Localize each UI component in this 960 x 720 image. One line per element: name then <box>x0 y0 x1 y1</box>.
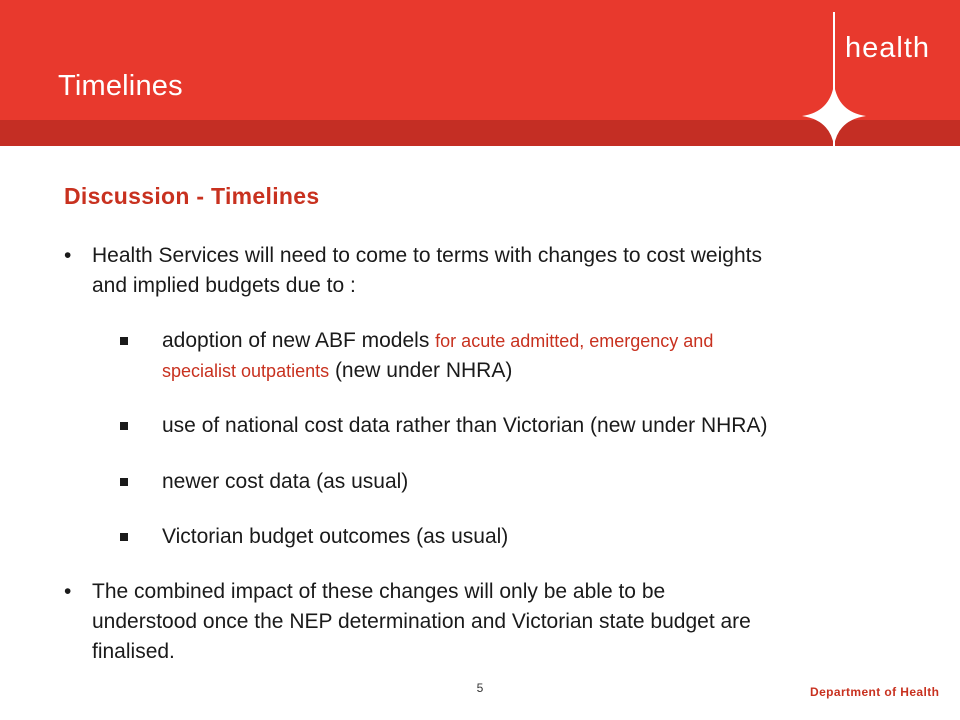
square-bullet-icon <box>120 422 128 430</box>
footer-brand: Department of Health <box>810 685 940 699</box>
sub-bullet-text: (new under NHRA) <box>329 359 513 382</box>
square-bullet-icon <box>120 478 128 486</box>
bullet-line: finalised. <box>92 640 175 663</box>
bullet-line: The combined impact of these changes will only be able to be <box>92 580 666 603</box>
sub-bullet-item <box>162 411 942 441</box>
bullet-item <box>64 577 952 667</box>
sub-bullet-line <box>162 326 942 356</box>
square-bullet-icon <box>120 337 128 345</box>
sub-bullet-line <box>162 356 942 386</box>
sub-bullet-text: adoption of new ABF models <box>162 329 436 352</box>
bullet-dot-icon: • <box>64 580 72 603</box>
bullet-line: Health Services will need to come to terms with changes to cost weights <box>92 244 762 267</box>
sub-bullet-item <box>162 326 942 386</box>
section-title: Discussion - Timelines <box>64 183 320 209</box>
bullet-line: understood once the NEP determination and Victorian state budget are <box>92 610 751 633</box>
brand-wordmark: health <box>845 32 931 64</box>
square-bullet-icon <box>120 533 128 541</box>
page-number: 5 <box>476 681 484 695</box>
header-bar <box>0 0 960 146</box>
bullet-line: and implied budgets due to : <box>92 274 356 297</box>
slide-title: Timelines <box>58 70 183 102</box>
bullet-dot-icon: • <box>64 244 72 267</box>
sub-bullet-text: newer cost data (as usual) <box>162 470 409 493</box>
sub-bullet-text: Victorian budget outcomes (as usual) <box>162 525 509 548</box>
sub-bullet-item <box>162 522 942 552</box>
sub-bullet-text: use of national cost data rather than Victorian (new under NHRA) <box>162 414 768 437</box>
bullet-item <box>64 241 952 301</box>
sub-bullet-highlight: specialist outpatients <box>162 361 330 381</box>
sub-bullet-item <box>162 467 942 497</box>
sub-bullet-highlight: for acute admitted, emergency and <box>435 331 714 351</box>
